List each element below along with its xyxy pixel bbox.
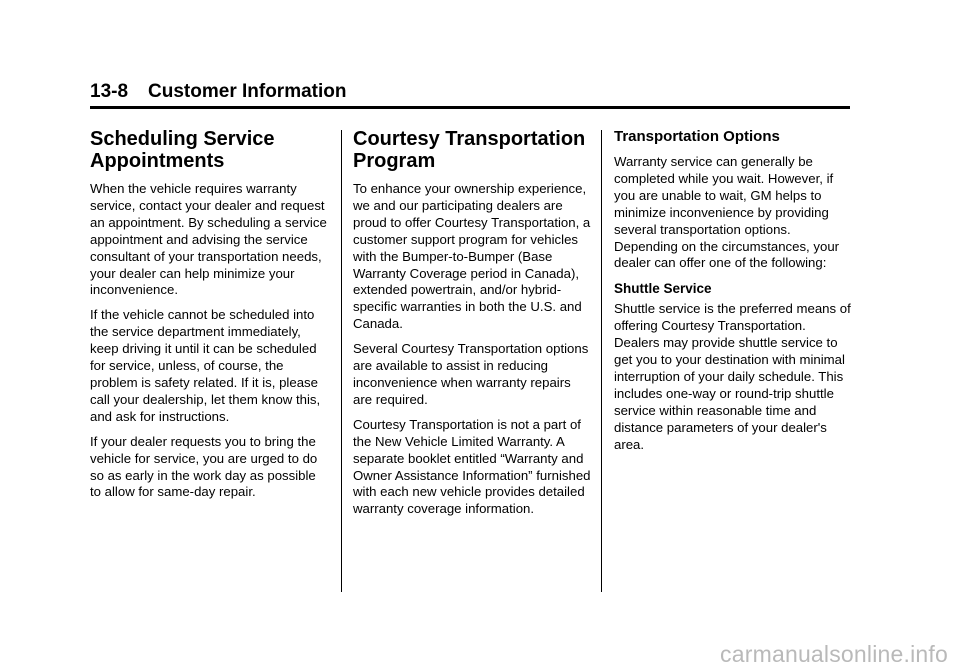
paragraph: If your dealer requests you to bring the vehicle for service, you are urged to do so as early in the work day as possible to allow for same-day repair.: [90, 433, 318, 500]
paragraph: Several Courtesy Transportation options are available to assist in reducing inconvenience when warranty repairs are required.: [353, 341, 589, 407]
heading-transportation-options: Transportation Options: [614, 128, 780, 145]
page-number: 13-8: [90, 81, 129, 102]
paragraph: Courtesy Transportation is not a part of the New Vehicle Limited Warranty. A separate booklet entitled “Warranty and Owner Assistance Information” furnished with each new vehicle provides detailed warranty coverage information.: [353, 416, 591, 517]
watermark-text: carmanualsonline.info: [720, 641, 948, 667]
running-head: [90, 80, 850, 104]
paragraph: To enhance your ownership experience, we and our participating dealers are proud to offer Courtesy Transportation, a customer support program for vehicles with the Bumper-to-Bumper (Base Warranty Coverage period in Canada), extended powertrain, and/or hybrid-specific warranties in both the U.S. and Canada.: [353, 181, 591, 332]
heading-courtesy-transportation-program: Courtesy Transportation Program: [353, 128, 586, 172]
paragraph: Shuttle service is the preferred means of offering Courtesy Transportation. Dealers may provide shuttle service to get you to your destination with minimal interruption of your daily schedule. This includes one-way or round-trip shuttle service within reasonable time and distance parameters of your dealer's area.: [614, 301, 851, 452]
column-divider-2: [601, 130, 602, 592]
column-transportation-options: [614, 128, 852, 462]
heading-scheduling-service-appointments: Scheduling Service Appointments: [90, 128, 275, 172]
paragraph: Warranty service can generally be completed while you wait. However, if you are unable to wait, GM helps to minimize inconvenience by providing several transportation options. Depending on the circumstances, your dealer can offer one of the following:: [614, 154, 840, 271]
column-scheduling-service: [90, 128, 328, 509]
page-header: [90, 80, 850, 109]
paragraph: When the vehicle requires warranty service, contact your dealer and request an appointment. By scheduling a service appointment and advising the service consultant of your transportation needs, your dealer can help minimize your inconvenience.: [90, 181, 327, 298]
paragraph: If the vehicle cannot be scheduled into the service department immediately, keep driving it until it can be scheduled for service, unless, of course, the problem is safety related. If it is, please call your dealership, let them know this, and ask for instructions.: [90, 307, 321, 424]
subheading-shuttle-service: Shuttle Service: [614, 281, 712, 297]
column-divider-1: [341, 130, 342, 592]
column-courtesy-transportation: [353, 128, 591, 526]
section-title: Customer Information: [148, 81, 347, 102]
